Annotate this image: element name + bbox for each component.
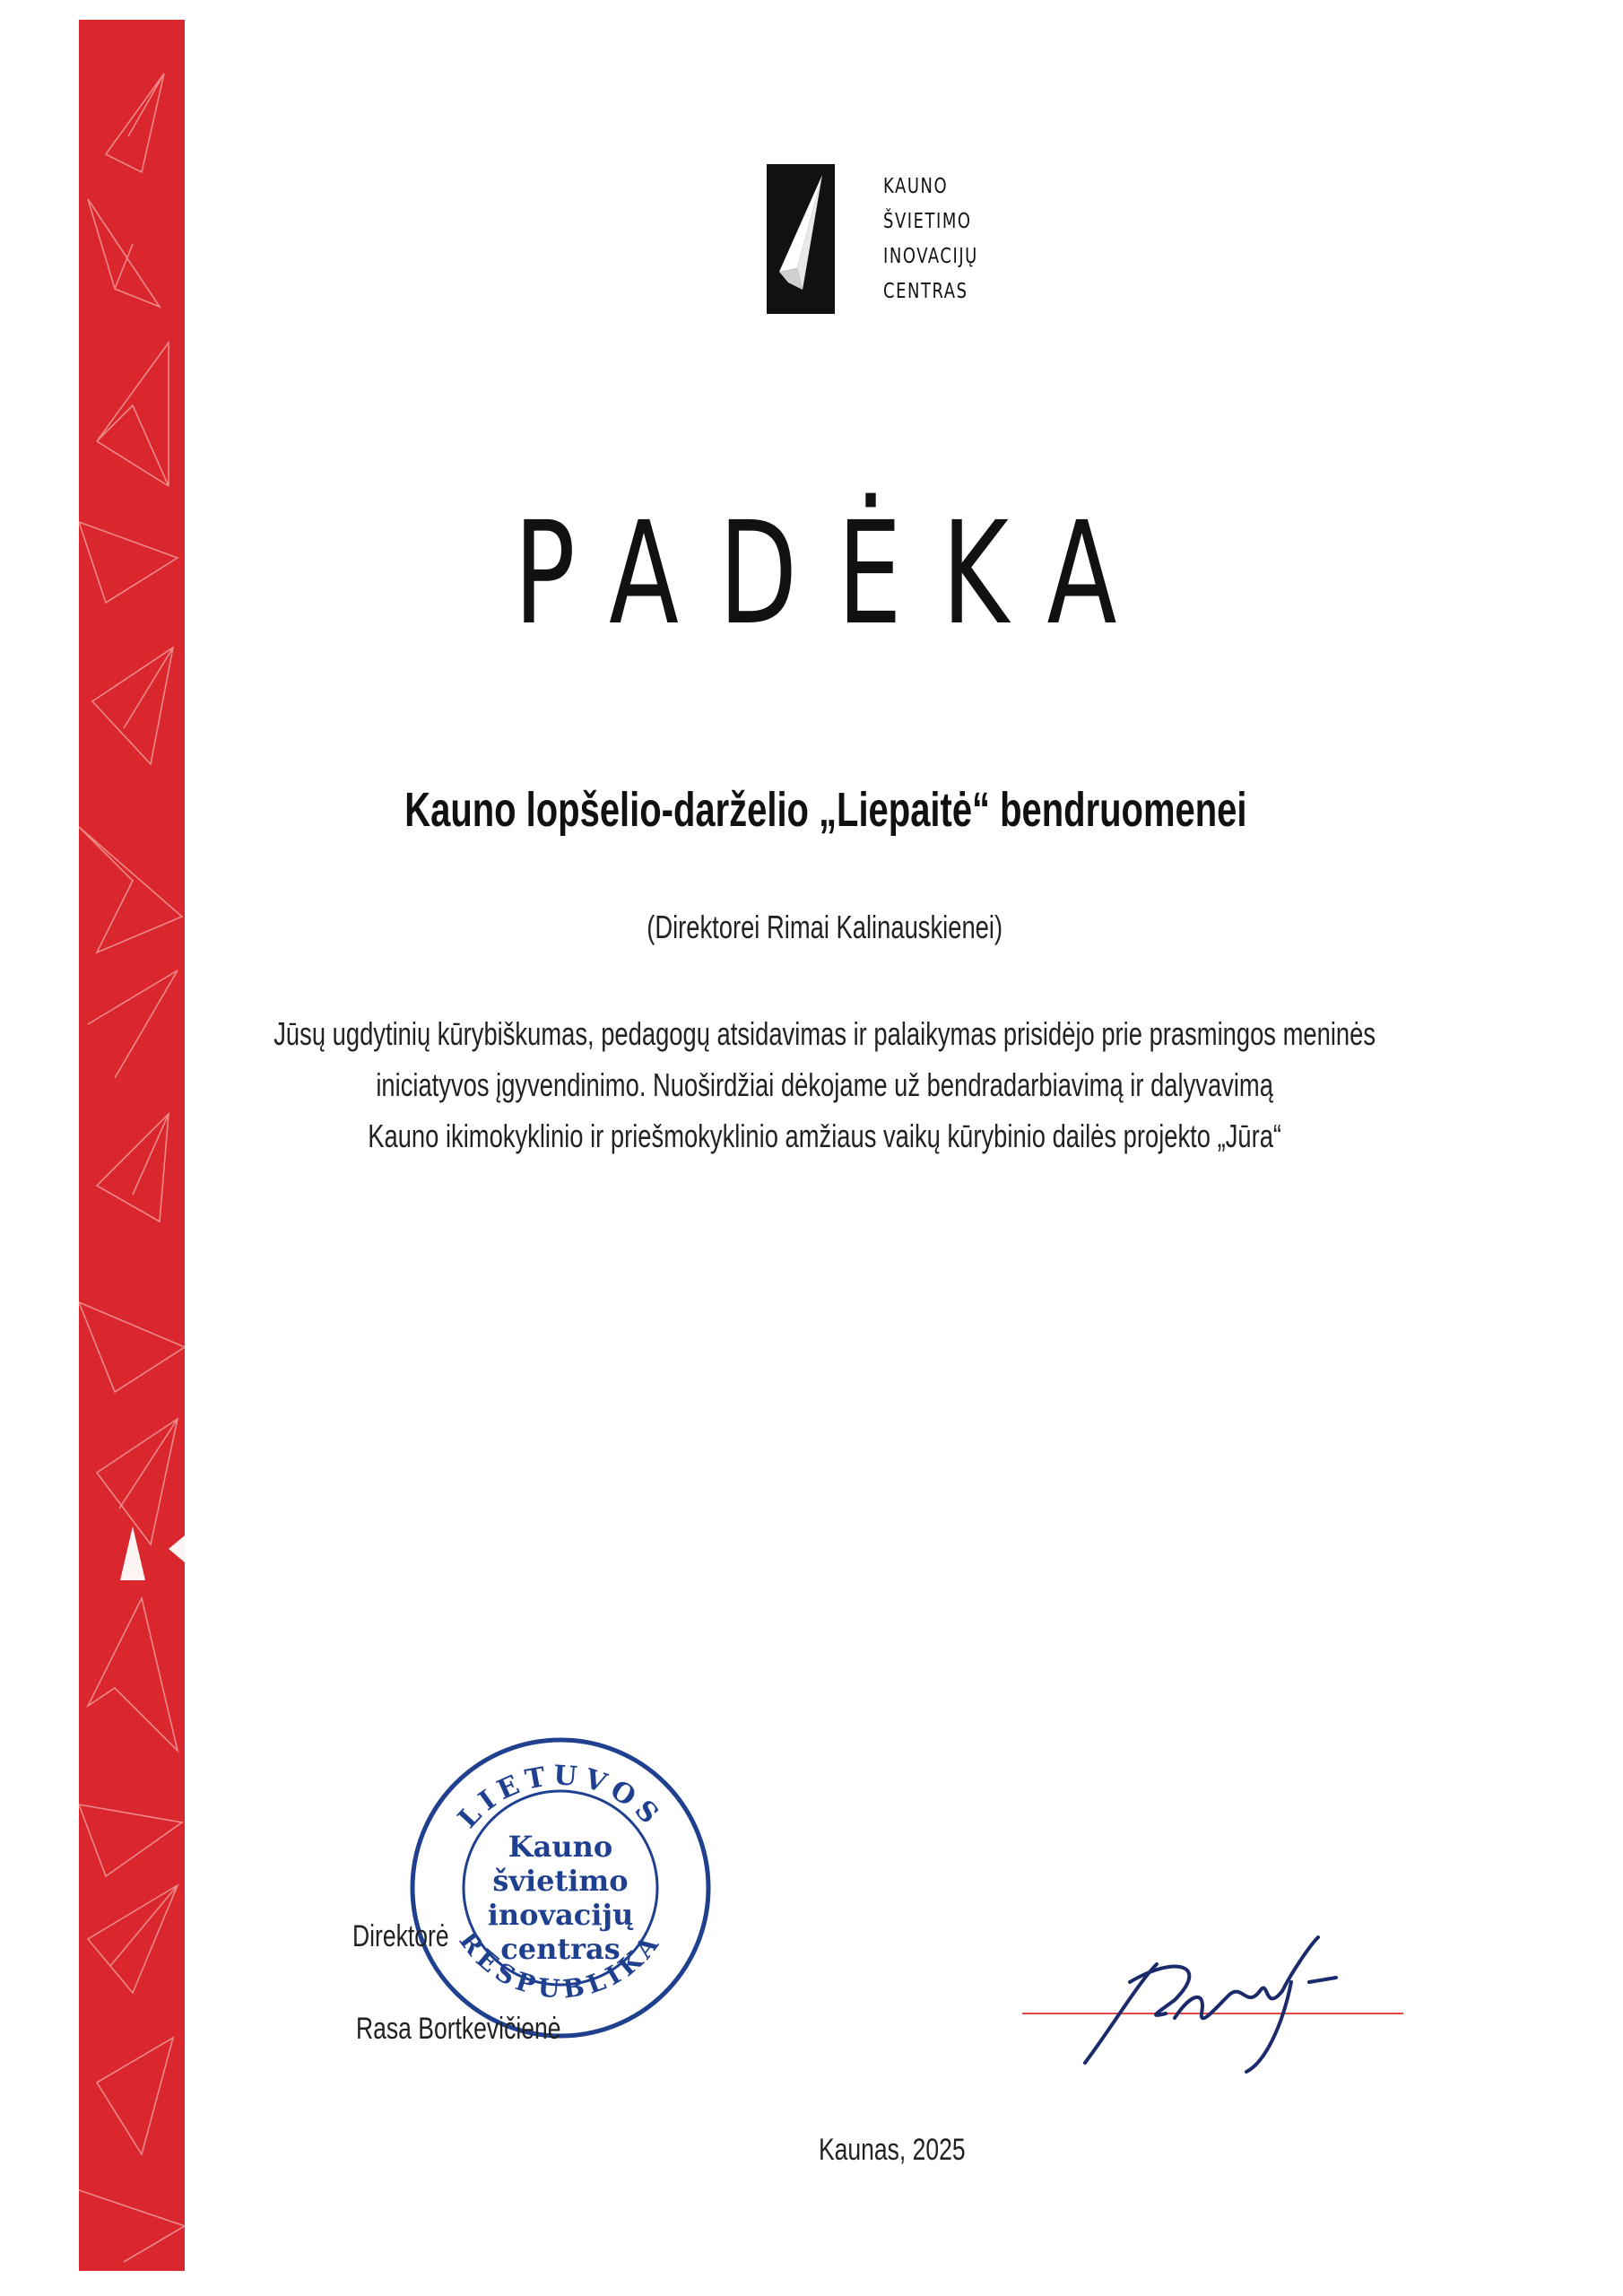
logo-line: KAUNO [883, 175, 949, 198]
decorative-side-band [79, 20, 185, 2271]
body-line: Jūsų ugdytinių kūrybiškumas, pedagogų atsidavimas ir palaikymas prisidėjo prie prasmingos meninės [273, 1015, 1376, 1052]
official-stamp [399, 1726, 722, 2049]
place-date [196, 2133, 1462, 2168]
logo-line: INOVACIJŲ [883, 245, 978, 268]
recipient-director-note: (Direktorei Rimai Kalinauskienei) [647, 909, 1003, 945]
logo-wordmark [883, 170, 995, 309]
stamp-center-line: Kauno [508, 1830, 613, 1864]
signatory-role: Direktorė [352, 1919, 449, 1953]
stamp-center-line: centras [500, 1932, 621, 1966]
logo-line: ŠVIETIMO [883, 210, 972, 233]
document-title: PADĖKA [514, 491, 1158, 657]
stamp-center-line: inovacijų [487, 1898, 634, 1932]
recipient-heading: Kauno lopšelio-darželio „Liepaitė“ bendruomenei [404, 783, 1247, 837]
body-line: iniciatyvos įgyvendinimo. Nuoširdžiai dėkojame už bendradarbiavimą ir dalyvavimą [376, 1066, 1273, 1103]
svg-text:LIETUVOS [452, 1760, 668, 1834]
body-line: Kauno ikimokyklinio ir priešmokyklinio amžiaus vaikų kūrybinio dailės projekto „Jūra“ [368, 1118, 1282, 1154]
logo-line: CENTRAS [883, 280, 968, 303]
stamp-ring-bottom: RESPUBLIKA [453, 1926, 668, 2005]
gratitude-body [208, 1008, 1442, 1161]
paper-plane-pattern [79, 20, 185, 2271]
organization-logo [767, 164, 1018, 317]
stamp-ring-top: LIETUVOS [452, 1760, 669, 1835]
paper-plane-icon [767, 164, 835, 314]
place-date-text: Kaunas, 2025 [818, 2133, 966, 2167]
handwritten-signature [1022, 1928, 1408, 2081]
signatory-name: Rasa Bortkevičienė [356, 2012, 561, 2046]
stamp-center-line: švietimo [492, 1864, 629, 1898]
